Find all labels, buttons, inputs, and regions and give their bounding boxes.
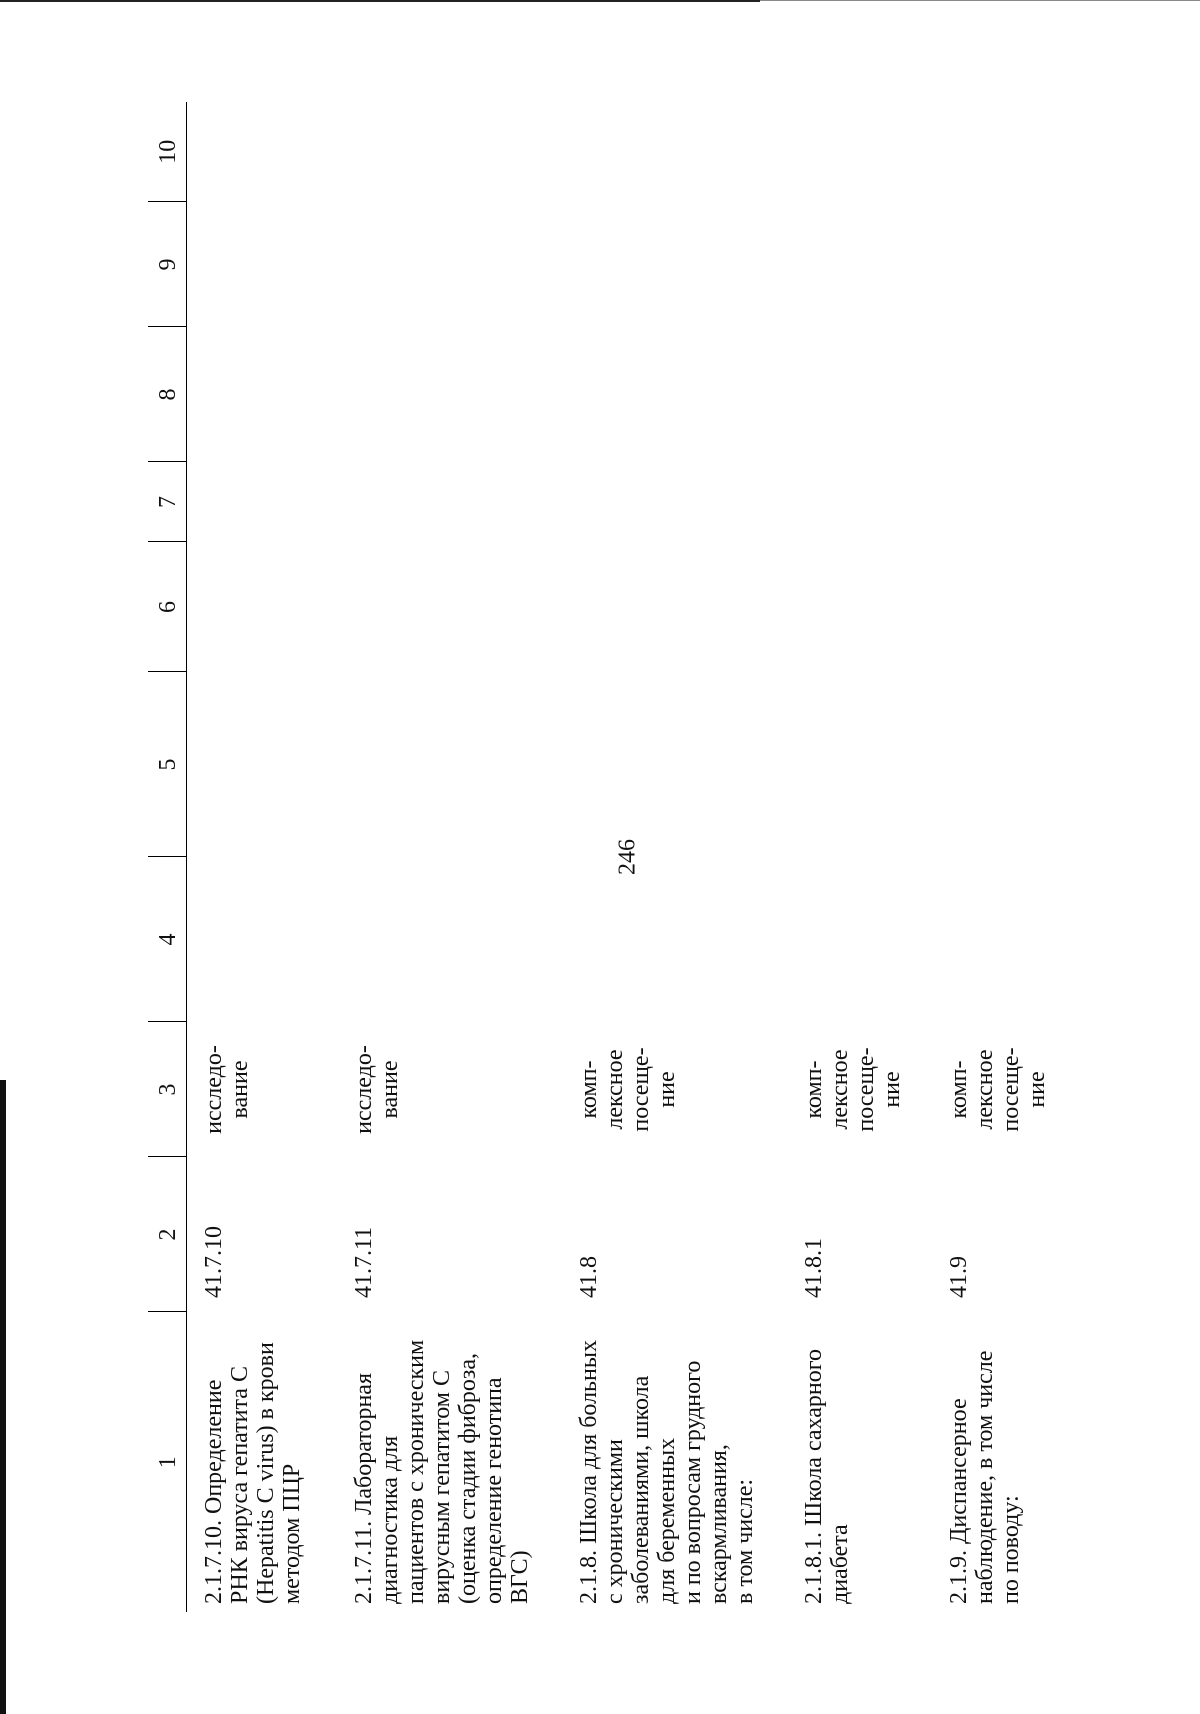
column-header: 8 (148, 327, 187, 462)
service-name: 2.1.7.10. Определение РНК вируса гепатита С (Hepatitis C virus) в крови методом ПЦР (201, 1342, 305, 1604)
table-row (932, 102, 1082, 1612)
column-number-header (148, 102, 187, 1612)
column-header: 3 (148, 1022, 187, 1157)
column-header: 9 (148, 202, 187, 327)
column-header: 6 (148, 542, 187, 672)
services-table (148, 102, 1082, 1612)
unit-of-measure: комп- лексное посеще- ние (575, 1047, 680, 1132)
service-name: 2.1.8.1. Школа сахарного диабета (800, 1349, 853, 1604)
service-name: 2.1.8. Школа для больных с хроническими заболеваниями, школа для беременных и по вопросам грудного вскармливания, в том числе: (575, 1340, 758, 1604)
row-code: 41.8.1 (800, 1238, 827, 1298)
scan-edge-top-thin (760, 0, 1200, 1)
scan-edge-left (0, 1080, 6, 1714)
column-header: 2 (148, 1157, 187, 1312)
unit-of-measure: исследо- вание (201, 1045, 253, 1134)
row-code: 41.9 (945, 1256, 972, 1298)
row-code: 41.7.10 (201, 1226, 227, 1298)
service-name: 2.1.9. Диспансерное наблюдение, в том числе по поводу: (945, 1350, 1024, 1604)
unit-of-measure: исследо- вание (350, 1045, 403, 1134)
page-number: 246 (614, 839, 641, 875)
row-code: 41.7.11 (350, 1226, 377, 1298)
rotated-table-container (148, 102, 1138, 1612)
unit-of-measure: комп- лексное посеще- ние (945, 1047, 1050, 1132)
service-name: 2.1.7.11. Лабораторная диагностика для пациентов с хроническим вирусным гепатитом С (оценка стадии фиброза, определение генотипа ВГС) (350, 1339, 533, 1604)
scan-edge-top (0, 0, 760, 2)
row-code: 41.8 (575, 1256, 602, 1298)
column-header: 7 (148, 462, 187, 542)
column-header: 10 (148, 102, 187, 202)
table-row (337, 102, 562, 1612)
table-row (187, 102, 337, 1612)
column-header: 1 (148, 1312, 187, 1612)
column-header: 5 (148, 672, 187, 857)
unit-of-measure: комп- лексное посеще- ние (800, 1047, 905, 1132)
table-row (787, 102, 932, 1612)
column-header: 4 (148, 857, 187, 1022)
table-row (562, 102, 787, 1612)
